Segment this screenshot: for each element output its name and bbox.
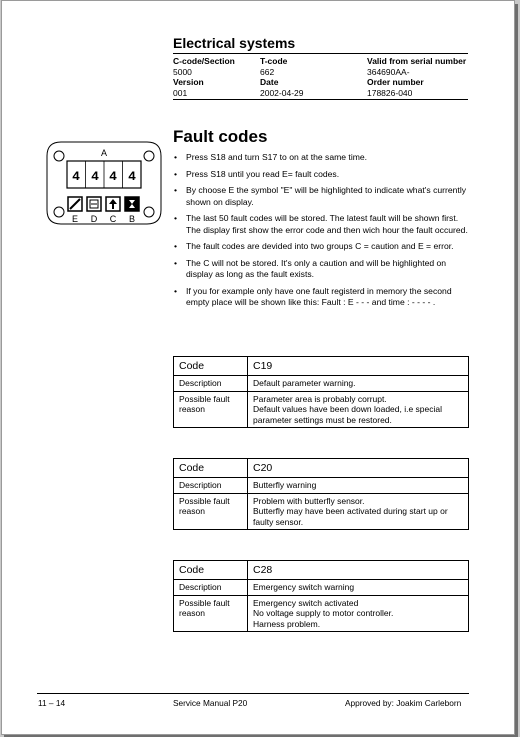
bullet-icon: • [174, 185, 178, 196]
list-item: • The fault codes are devided into two groups C = caution and E = error. [174, 241, 454, 252]
order-value: 178826-040 [367, 87, 413, 98]
section-title: Electrical systems [173, 35, 296, 51]
version-label: Version [173, 77, 204, 87]
description-label: Description [174, 580, 248, 596]
manual-name: Service Manual P20 [173, 698, 248, 708]
button-label-c: C [109, 214, 117, 224]
reason-label: Possible fault reason [174, 391, 248, 428]
page-heading: Fault codes [173, 127, 268, 146]
button-b-icon [125, 197, 139, 211]
header-col-ccode [173, 56, 235, 98]
bullet-icon: • [174, 257, 178, 268]
fault-table-c20 [173, 458, 469, 530]
footer-rule [37, 693, 469, 694]
approved-by: Approved by: Joakim Carleborn [345, 698, 462, 708]
order-label: Order number [367, 77, 424, 87]
fault-table-c28 [173, 560, 469, 632]
reason-value: Emergency switch activated No voltage supply to motor controller. Harness problem. [248, 595, 469, 632]
list-item: • The C will not be stored. It's only a caution and will be highlighted on display as long as the fault exists. [174, 257, 447, 280]
list-item: • If you for example only have one fault registerd in memory the second empty place will be shown like this: Fault : E - - - and time : - - - - . [174, 285, 452, 308]
code-value: C20 [248, 459, 469, 478]
bullet-icon: • [174, 152, 178, 162]
fault-table-c19 [173, 356, 469, 428]
reason-value: Problem with butterfly sensor. Butterfly may have been activated during start up or faulty sensor. [248, 493, 469, 530]
button-label-e: E [71, 214, 79, 224]
description-value: Default parameter warning. [248, 376, 469, 392]
display-label-a: A [100, 148, 108, 158]
reason-value: Parameter area is probably corrupt. Default values have been down loaded, i.e special parameter settings must be restored. [248, 391, 469, 428]
display-digit: 4 [109, 169, 117, 184]
screw-hole-icon [144, 151, 154, 161]
list-item: • By choose E the symbol "E" will be highlighted to indicate what's currently shown on display. [174, 185, 467, 207]
reason-label: Possible fault reason [174, 595, 248, 632]
screw-hole-icon [144, 207, 154, 217]
display-digit: 4 [91, 169, 99, 184]
description-value: Emergency switch warning [248, 580, 469, 596]
description-label: Description [174, 478, 248, 494]
ccode-label: C-code/Section [173, 56, 235, 66]
bullet-icon: • [174, 285, 178, 296]
button-label-d: D [90, 214, 98, 224]
code-value: C19 [248, 357, 469, 376]
header-col-tcode [260, 56, 303, 98]
description-label: Description [174, 376, 248, 392]
date-value: 2002-04-29 [260, 87, 304, 98]
serial-label: Valid from serial number [367, 56, 467, 66]
serial-value: 364690AA- [367, 66, 410, 77]
page-number: 11 – 14 [38, 698, 66, 708]
instruction-list [173, 152, 473, 314]
display-digit: 4 [72, 169, 80, 184]
date-label: Date [260, 77, 279, 87]
reason-label: Possible fault reason [174, 493, 248, 530]
tcode-label: T-code [260, 56, 288, 66]
code-label: Code [174, 561, 248, 580]
header-rule-top [173, 53, 468, 54]
display-digit: 4 [128, 169, 136, 184]
ccode-value: 5000 [173, 66, 192, 77]
screw-hole-icon [54, 207, 64, 217]
list-item: • The last 50 fault codes will be stored. The latest fault will be shown first. The display first show the error code and then wich hour the fault occured. [174, 213, 468, 235]
code-value: C28 [248, 561, 469, 580]
screw-hole-icon [54, 151, 64, 161]
bullet-icon: • [174, 241, 178, 252]
description-value: Butterfly warning [248, 478, 469, 494]
header-col-serial [367, 56, 466, 98]
button-label-b: B [128, 214, 136, 224]
bullet-icon: • [174, 213, 178, 224]
list-item: • Press S18 and turn S17 to on at the same time. [174, 152, 368, 162]
control-panel-diagram [43, 140, 165, 226]
bullet-icon: • [174, 168, 178, 179]
code-label: Code [174, 459, 248, 478]
header-rule-bottom [173, 99, 468, 100]
list-item: • Press S18 until you read E= fault codes. [174, 168, 340, 179]
tcode-value: 662 [260, 66, 275, 77]
version-value: 001 [173, 87, 188, 98]
code-label: Code [174, 357, 248, 376]
